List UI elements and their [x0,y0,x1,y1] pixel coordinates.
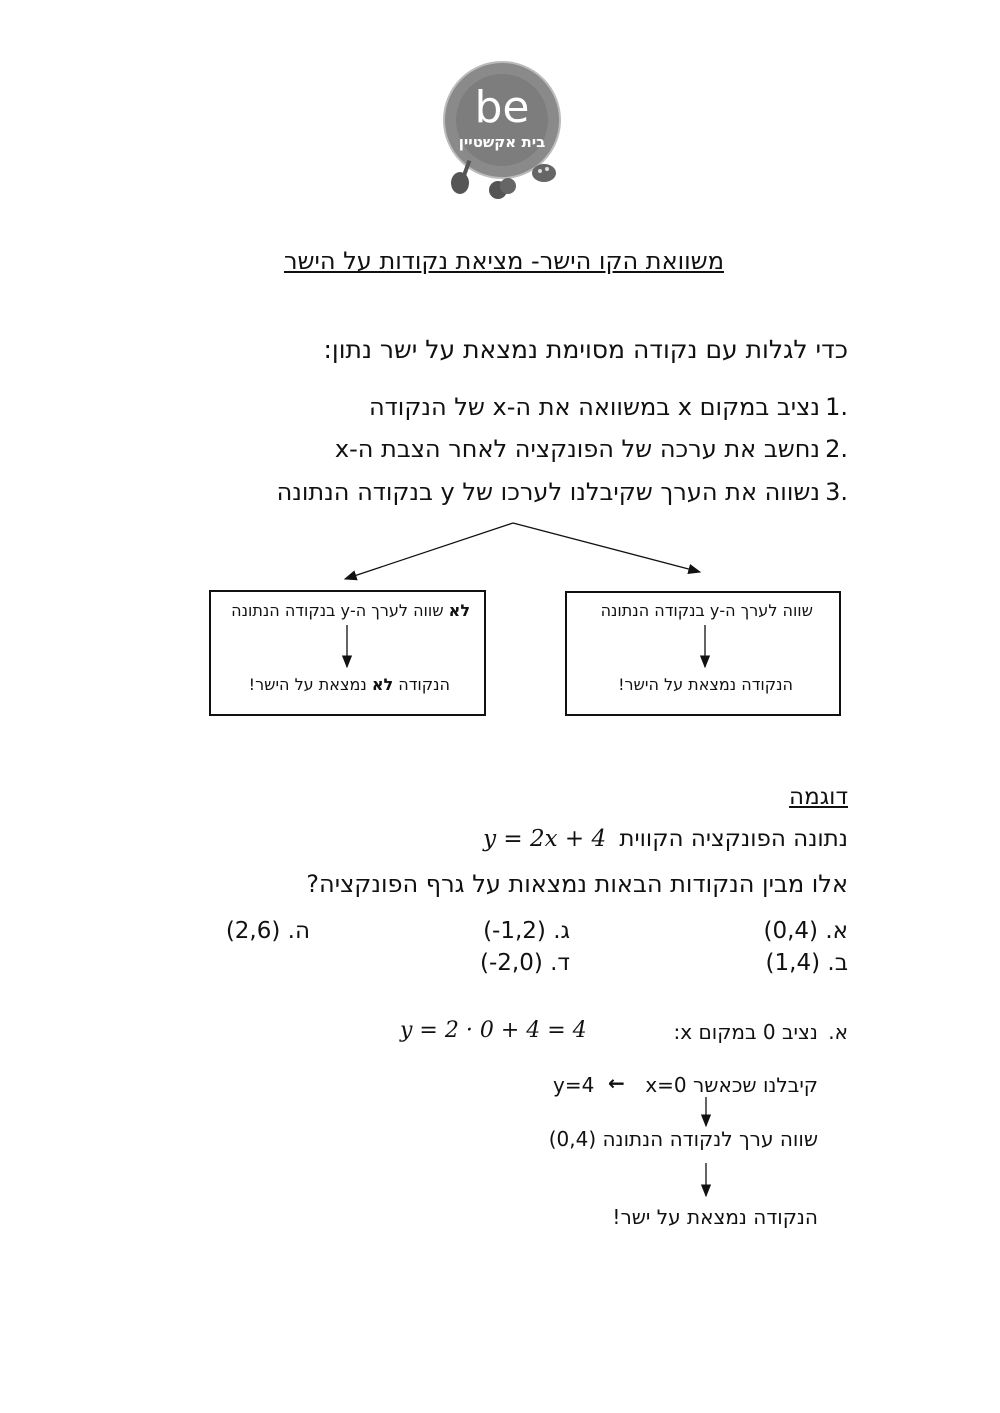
not-equal-box [209,590,486,716]
given-formula: y = 2x + 4 [483,826,607,852]
result-text: קיבלנו שכאשר x=0 [645,1073,818,1097]
equal-box [565,591,841,716]
page-title: משוואת הקו הישר- מציאת נקודות על הישר [283,247,724,275]
given-line [483,826,848,852]
equal-box-bottom: הנקודה נמצאת על הישר! [618,675,793,694]
not-bold: לא [371,675,394,694]
logo-mark: be [474,82,530,133]
compare-text: שווה ערך לנקודה הנתונה (0,4) [548,1127,818,1151]
logo-name: בית אקשטיין [458,133,546,151]
not-bold: לא [448,601,470,620]
result-value: y=4 [553,1073,595,1097]
option-d: ד. (-2,0) [479,950,570,976]
solution-step-text: נציב 0 במקום x: [673,1020,818,1044]
theater-masks-icon [489,178,516,199]
palette-icon [532,164,556,182]
option-g: ג. (-1,2) [483,918,570,944]
solution-label: א. [828,1020,848,1044]
left-arrow-icon: ← [608,1071,625,1095]
option-a: א. (0,4) [763,918,848,944]
step-1-text: נציב במקום x במשוואה את ה-x של הנקודה [369,393,820,421]
step-2-text: נחשב את ערכה של הפונקציה לאחר הצבת ה-x [334,435,820,463]
solution-step [674,1020,848,1044]
not-equal-box-top: לא שווה לערך ה-y בנקודה הנתונה [231,601,470,620]
solution-formula: y = 2 · 0 + 4 = 4 [400,1018,587,1043]
step-3-number: 3. [825,478,848,506]
conclusion-text: הנקודה נמצאת על ישר! [612,1205,818,1229]
logo-emblem [440,55,565,205]
option-b: ב. (1,4) [765,950,848,976]
step-3-text: נשווה את הערך שקיבלנו לערכו של y בנקודה הנתונה [276,478,820,506]
example-heading: דוגמה [789,784,848,810]
not-equal-box-bottom: הנקודה לא נמצאת על הישר! [248,675,450,694]
arrow-to-not-equal-box [345,523,513,579]
question-text: אלו מבין הנקודות הבאות נמצאות על גרף הפונקציה? [306,870,848,898]
step-1-number: 1. [825,393,848,421]
given-text: נתונה הפונקציה הקווית [619,826,848,852]
intro-text: כדי לגלות עם נקודה מסוימת נמצאת על ישר נתון: [323,335,848,364]
logo [440,55,565,205]
arrow-to-equal-box [513,523,700,572]
equal-box-top: שווה לערך ה-y בנקודה הנתונה [600,601,813,620]
option-h: ה. (2,6) [225,918,310,944]
guitar-icon [451,160,471,194]
step-2-number: 2. [825,435,848,463]
